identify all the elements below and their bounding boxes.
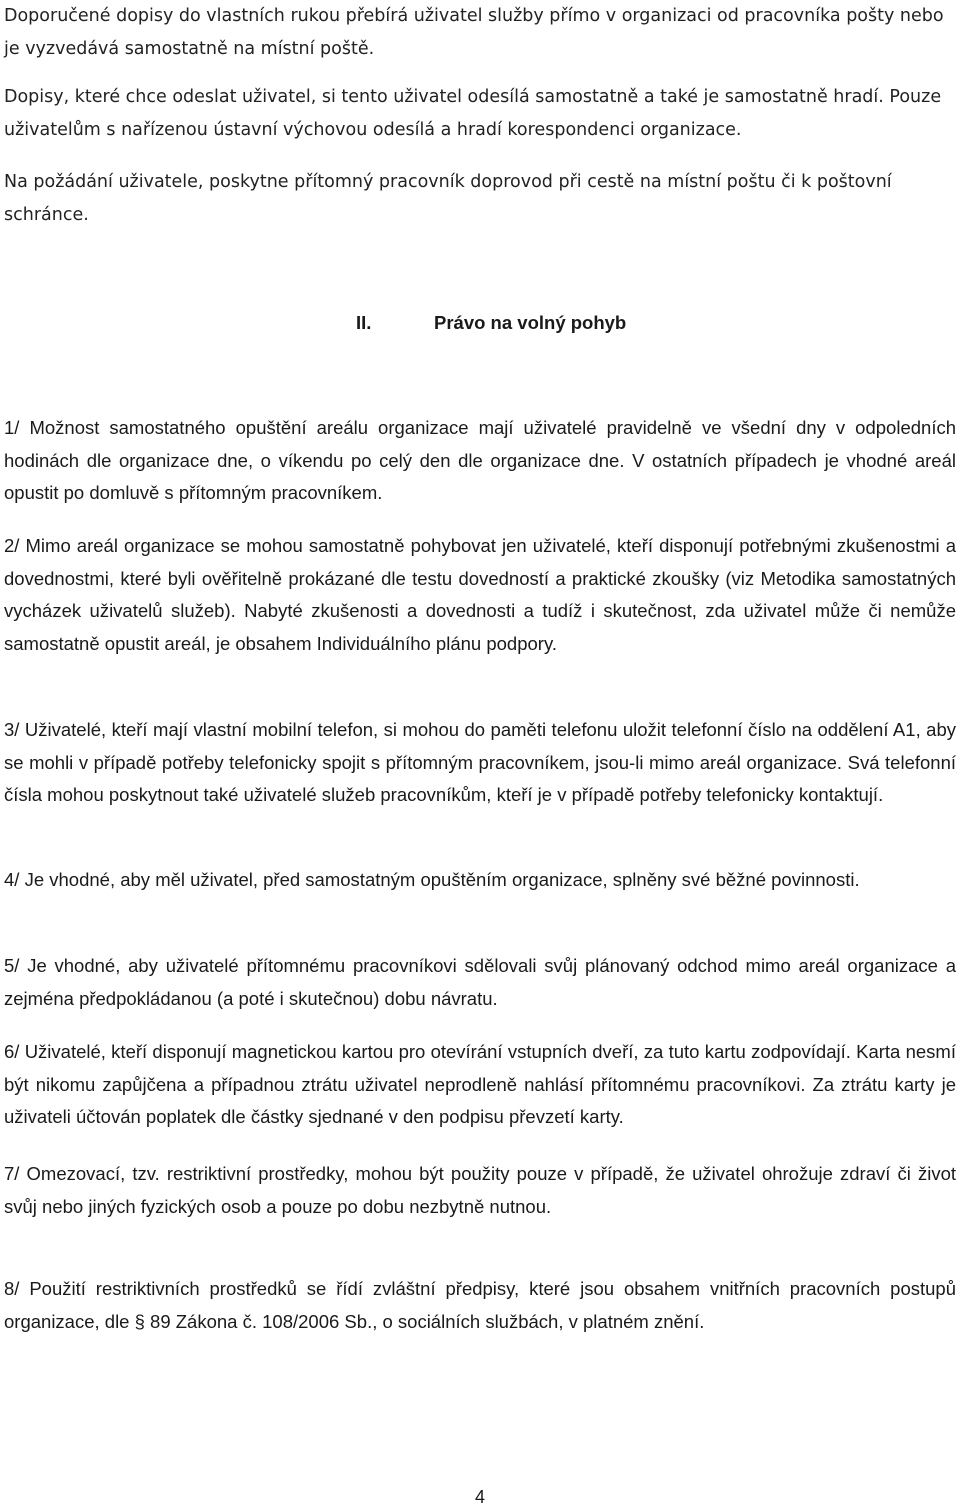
intro-paragraph-registered-letters: Doporučené dopisy do vlastních rukou přebírá uživatel služby přímo v organizaci od pracovníka pošty nebo je vyzvedává samostatně na místní poště.	[4, 6, 944, 59]
section-title: Právo na volný pohyb	[434, 312, 627, 333]
paragraph-1: 1/ Možnost samostatného opuštění areálu organizace mají uživatelé pravidelně ve všední dny v odpoledních hodinách dle organizace dne, o víkendu po celý den dle organizace dne. V ostatních případech je vhodné areál opustit po domluvě s přítomným pracovníkem.	[4, 417, 956, 503]
section-heading	[356, 308, 626, 338]
paragraph-5: 5/ Je vhodné, aby uživatelé přítomnému pracovníkovi sdělovali svůj plánovaný odchod mimo areál organizace a zejména předpokládanou (a poté i skutečnou) dobu návratu.	[4, 955, 956, 1009]
paragraph-8: 8/ Použití restriktivních prostředků se řídí zvláštní předpisy, které jsou obsahem vnitřních pracovních postupů organizace, dle § 89 Zákona č. 108/2006 Sb., o sociálních službách, v platném znění.	[4, 1278, 956, 1332]
page-number: 4	[474, 1487, 485, 1507]
paragraph-6: 6/ Uživatelé, kteří disponují magnetickou kartou pro otevírání vstupních dveří, za tuto kartu zodpovídají. Karta nesmí být nikomu zapůjčena a případnou ztrátu uživatel neprodleně nahlásí přítomnému pracovníkovi. Za ztrátu karty je uživateli účtován poplatek dle částky sjednané v den podpisu převzetí karty.	[4, 1041, 956, 1127]
paragraph-3: 3/ Uživatelé, kteří mají vlastní mobilní telefon, si mohou do paměti telefonu uložit telefonní číslo na oddělení A1, aby se mohli v případě potřeby telefonicky spojit s přítomným pracovníkem, jsou-li mimo areál organizace. Svá telefonní čísla mohou poskytnout také uživatelé služeb pracovníkům, kteří je v případě potřeby telefonicky kontaktují.	[4, 719, 956, 805]
paragraph-4: 4/ Je vhodné, aby měl uživatel, před samostatným opuštěním organizace, splněny své běžné povinnosti.	[4, 869, 860, 890]
paragraph-2: 2/ Mimo areál organizace se mohou samostatně pohybovat jen uživatelé, kteří disponují potřebnými zkušenostmi a dovednostmi, které byli ověřitelně prokázané dle testu dovedností a praktické zkoušky (viz Metodika samostatných vycházek uživatelů služeb). Nabyté zkušenosti a dovednosti a tudíž i skutečnost, zda uživatel může či nemůže samostatně opustit areál, je obsahem Individuálního plánu podpory.	[4, 535, 956, 654]
intro-paragraph-escort: Na požádání uživatele, poskytne přítomný pracovník doprovod při cestě na místní poštu či k poštovní schránce.	[4, 172, 892, 225]
paragraph-7: 7/ Omezovací, tzv. restriktivní prostředky, mohou být použity pouze v případě, že uživatel ohrožuje zdraví či život svůj nebo jiných fyzických osob a pouze po dobu nezbytně nutnou.	[4, 1163, 956, 1217]
intro-paragraph-sending-letters: Dopisy, které chce odeslat uživatel, si tento uživatel odesílá samostatně a také je samostatně hradí. Pouze uživatelům s nařízenou ústavní výchovou odesílá a hradí korespondenci organizace.	[4, 87, 942, 140]
section-number: II.	[356, 312, 372, 333]
